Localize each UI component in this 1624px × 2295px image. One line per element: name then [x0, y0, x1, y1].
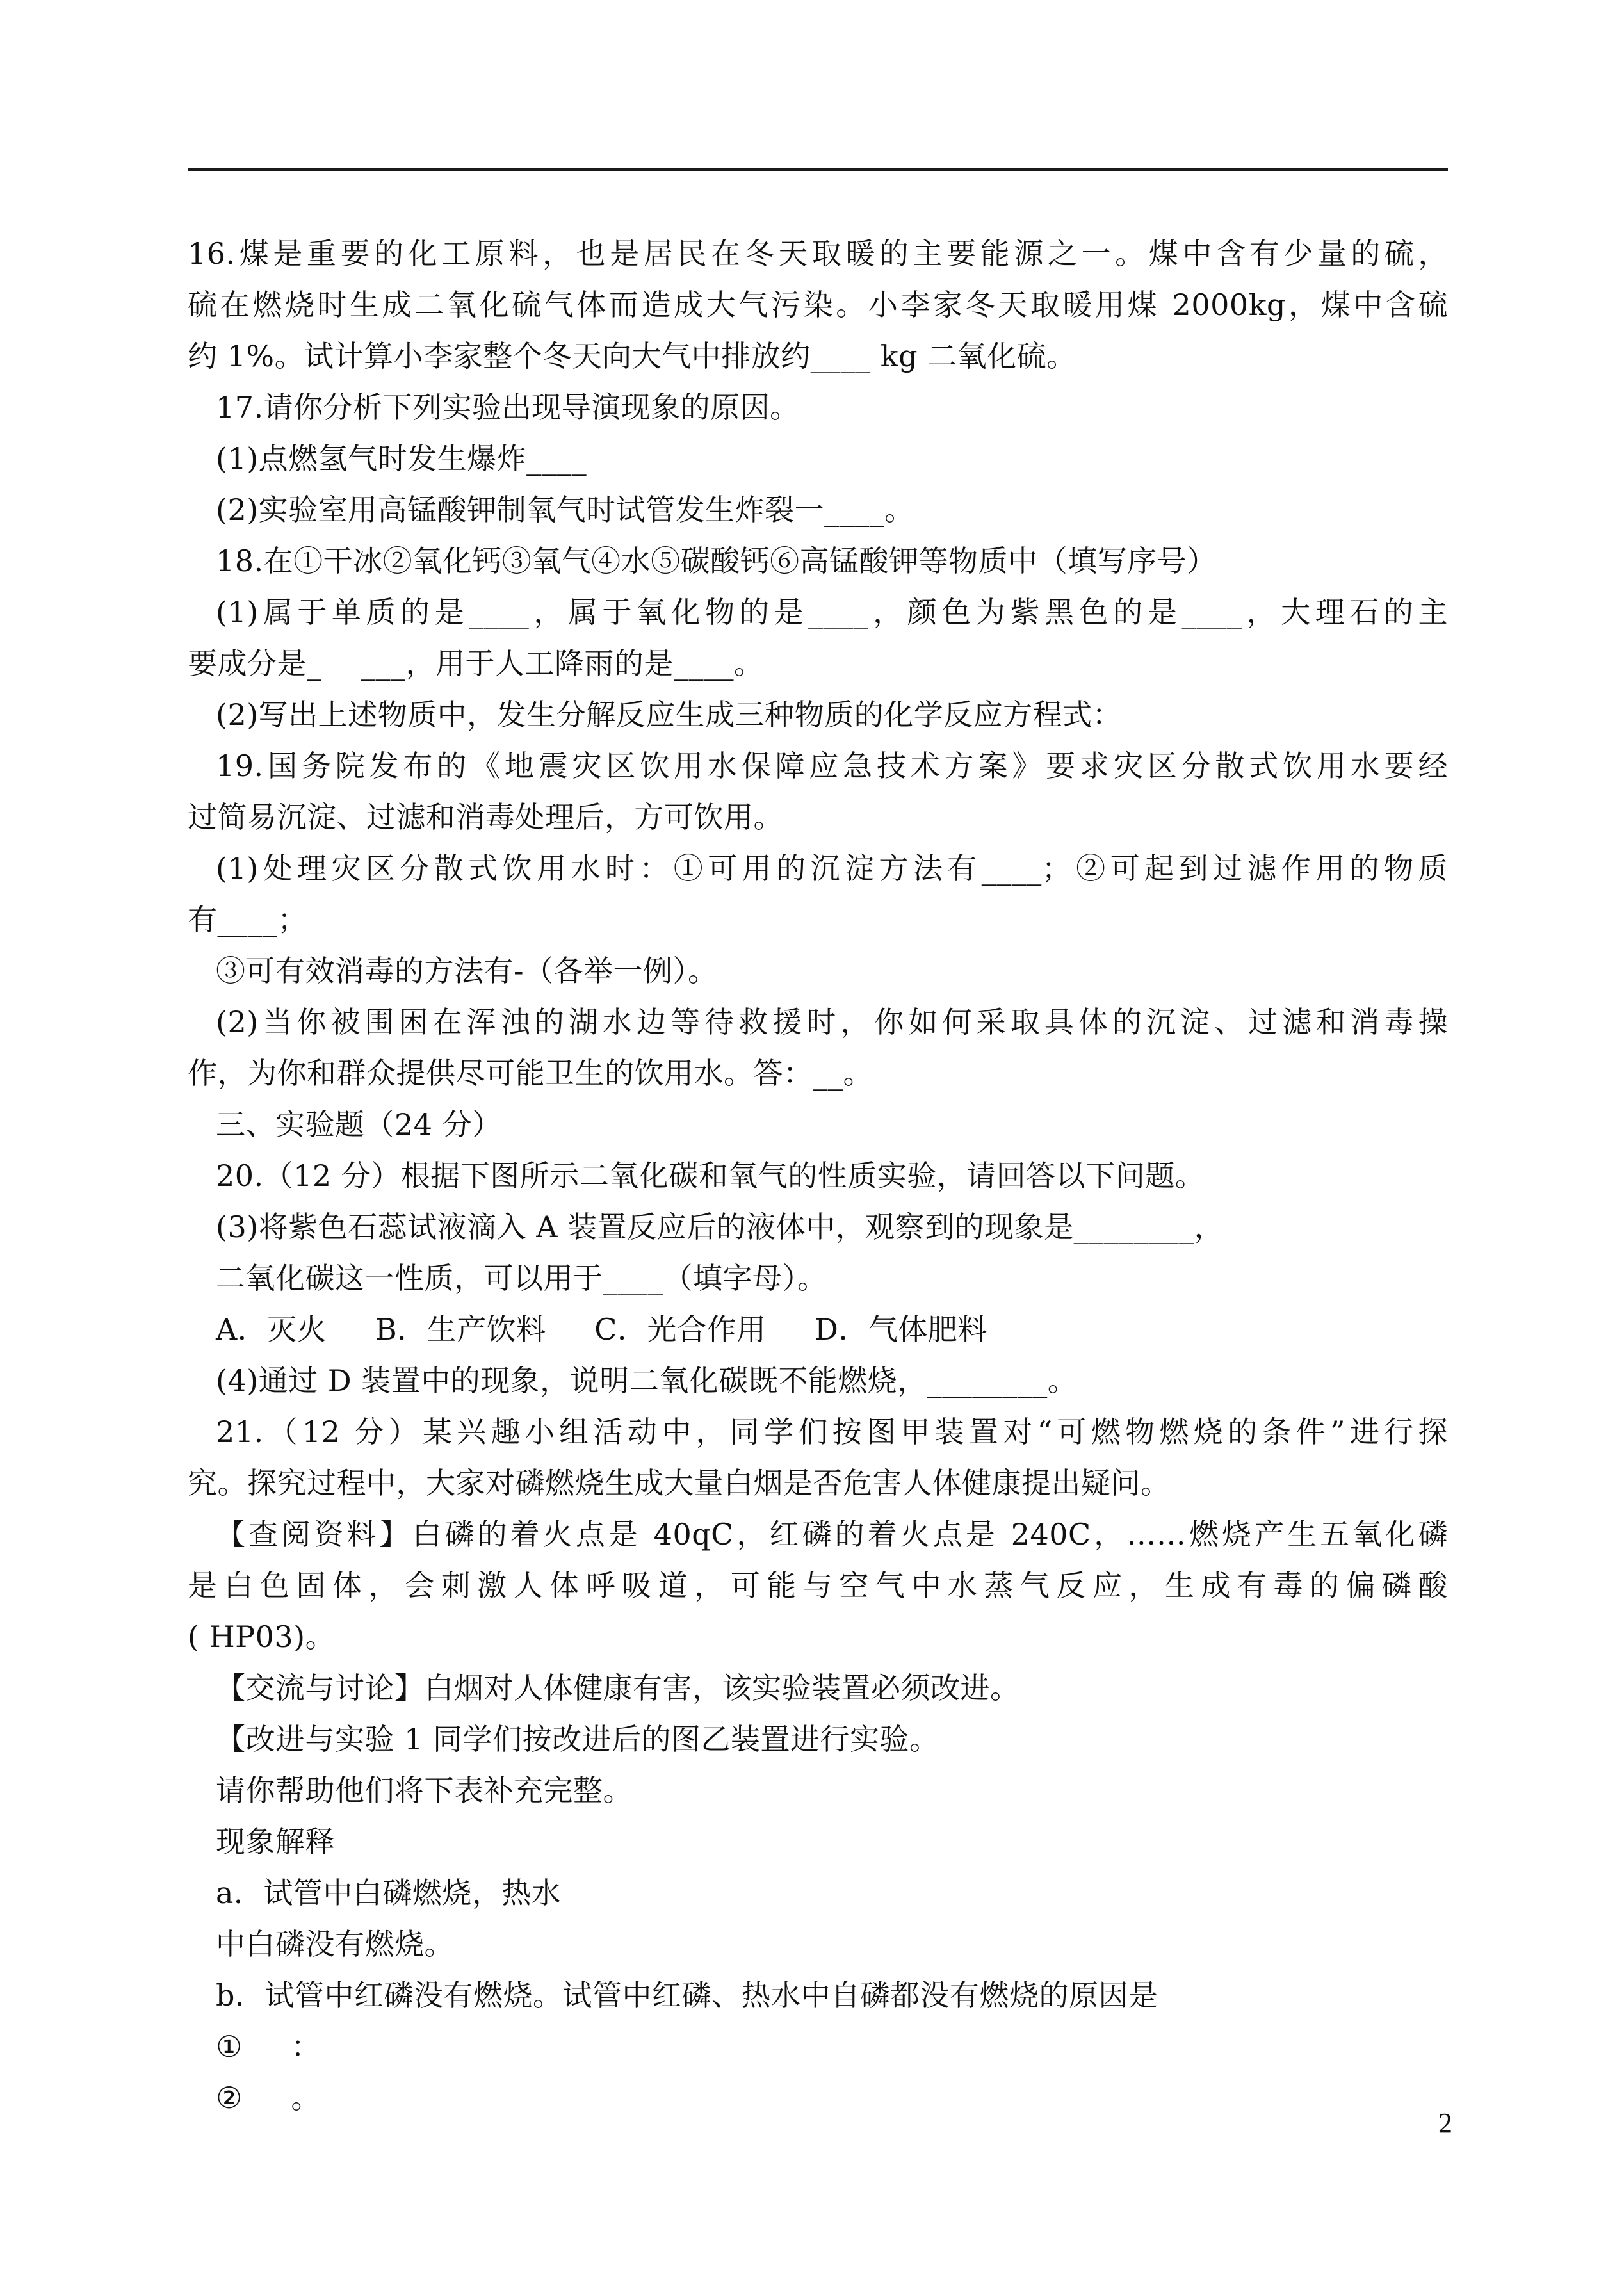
q19-stem-line-1: 19.国务院发布的《地震灾区饮用水保障应急技术方案》要求灾区分散式饮用水要经 [216, 749, 1448, 783]
q16-line-1: 16.煤是重要的化工原料，也是居民在冬天取暖的主要能源之一。煤中含有少量的硫， [188, 236, 1448, 271]
q18-part-2: (2)写出上述物质中，发生分解反应生成三种物质的化学反应方程式： [216, 697, 1123, 732]
q19-part-1-line-1: (1)处理灾区分散式饮用水时：①可用的沉淀方法有____；②可起到过滤作用的物质 [216, 851, 1448, 886]
q20-part-3-line-2: 二氧化碳这一性质，可以用于____（填字母）。 [216, 1261, 827, 1295]
q16-line-2: 硫在燃烧时生成二氧化硫气体而造成大气污染。小李家冬天取暖用煤 2000kg，煤中含硫 [188, 288, 1448, 322]
q19-stem-line-2: 过简易沉淀、过滤和消毒处理后，方可饮用。 [188, 800, 783, 834]
q21-reference-line-1: 【查阅资料】白磷的着火点是 40qC，红磷的着火点是 240C，……燃烧产生五氧化磷 [216, 1517, 1448, 1552]
q21-row-a-line-1: a．试管中白磷燃烧，热水 [216, 1876, 562, 1910]
q21-row-b: b．试管中红磷没有燃烧。试管中红磷、热水中自磷都没有燃烧的原因是 [216, 1978, 1158, 2013]
q20-options: A．灭火 B．生产饮料 C．光合作用 D．气体肥料 [216, 1312, 987, 1347]
q17-part-2: (2)实验室用高锰酸钾制氧气时试管发生炸裂一____。 [216, 492, 914, 527]
q17-stem: 17.请你分析下列实验出现导演现象的原因。 [216, 390, 800, 425]
q21-reason-1: ① ： [216, 2029, 321, 2064]
q20-stem: 20.（12 分）根据下图所示二氧化碳和氧气的性质实验，请回答以下问题。 [216, 1158, 1205, 1193]
q17-part-1: (1)点燃氢气时发生爆炸____ [216, 441, 587, 476]
q21-reference-line-2: 是白色固体，会刺激人体呼吸道，可能与空气中水蒸气反应，生成有毒的偏磷酸 [188, 1568, 1448, 1603]
q21-stem-line-2: 究。探究过程中，大家对磷燃烧生成大量白烟是否危害人体健康提出疑问。 [188, 1466, 1171, 1500]
q21-reason-2: ② 。 [216, 2080, 321, 2115]
q21-reference-line-3: ( HP03)。 [188, 1619, 336, 1654]
q18-part-1-line-2: 要成分是_ ___，用于人工降雨的是____。 [188, 646, 764, 681]
document-body [188, 228, 1448, 2123]
page-number: 2 [1438, 2107, 1452, 2139]
q18-part-1-line-1: (1)属于单质的是____，属于氧化物的是____，颜色为紫黑色的是____，大理石的主 [216, 595, 1448, 629]
q21-row-a-line-2: 中白磷没有燃烧。 [216, 1927, 454, 1961]
q21-stem-line-1: 21.（12 分）某兴趣小组活动中，同学们按图甲装置对“可燃物燃烧的条件”进行探 [216, 1415, 1448, 1449]
q19-part-2-line-1: (2)当你被围困在浑浊的湖水边等待救援时，你如何采取具体的沉淀、过滤和消毒操 [216, 1005, 1448, 1039]
q20-part-3-line-1: (3)将紫色石蕊试液滴入 A 装置反应后的液体中，观察到的现象是________， [216, 1210, 1224, 1244]
q21-table-header: 现象解释 [216, 1824, 335, 1859]
q18-stem: 18.在①干冰②氧化钙③氧气④水⑤碳酸钙⑥高锰酸钾等物质中（填写序号） [216, 544, 1217, 578]
q20-part-4: (4)通过 D 装置中的现象，说明二氧化碳既不能燃烧，________。 [216, 1363, 1078, 1398]
q21-discussion: 【交流与讨论】白烟对人体健康有害，该实验装置必须改进。 [216, 1671, 1020, 1705]
q19-part-2-line-2: 作，为你和群众提供尽可能卫生的饮用水。答：__。 [188, 1056, 873, 1091]
q19-part-1-line-2: 有____； [188, 902, 307, 937]
q21-improvement: 【改进与实验 1 同学们按改进后的图乙装置进行实验。 [216, 1722, 939, 1756]
section-three-heading: 三、实验题（24 分） [216, 1107, 502, 1142]
q16-line-3: 约 1%。试计算小李家整个冬天向大气中排放约____ kg 二氧化硫。 [188, 339, 1076, 373]
header-rule [188, 168, 1448, 171]
q21-instruction: 请你帮助他们将下表补充完整。 [216, 1773, 633, 1808]
q19-part-1-line-3: ③可有效消毒的方法有-（各举一例）。 [216, 953, 718, 988]
